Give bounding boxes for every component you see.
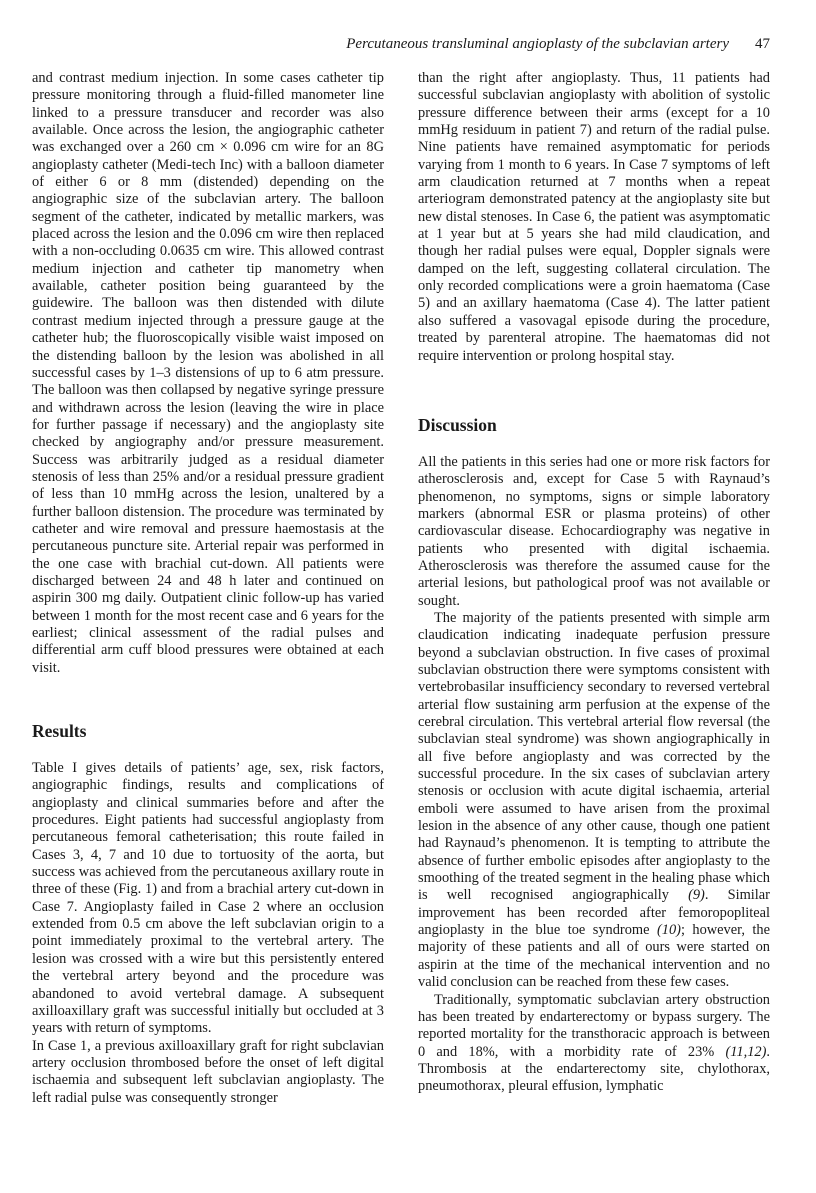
discussion-paragraph-1: All the patients in this series had one or more risk factors for atherosclerosis and, except for Case 5 with Raynaud’s phenomenon, no symptoms, signs or simple laboratory markers (abnormal ESR or plasma proteins) of other cardiovascular disease. Echocardiography was negative in patients who presented with digital ischaemia. Atherosclerosis was therefore the assumed cause for the arterial lesions, but pathological proof was not available or sought. xyxy=(418,453,770,609)
discussion-p3-text-a: Traditionally, symptomatic subclavian artery obstruction has been treated by endarterectomy or bypass surgery. The reported mortality for the transthoracic approach is between 0 and 18%, with a morbidity rate of 23% xyxy=(418,991,770,1060)
discussion-heading: Discussion xyxy=(418,414,497,435)
citation-10: (10) xyxy=(656,922,681,939)
section-spacer xyxy=(32,677,384,721)
page-number: 47 xyxy=(755,36,770,52)
heading-spacer xyxy=(418,435,770,454)
results-paragraph-2: In Case 1, a previous axilloaxillary graft for right subclavian artery occlusion thrombosed before the onset of left digital ischaemia and subsequent left subclavian angioplasty. The left radial pulse was consequently stronger xyxy=(32,1037,384,1106)
citation-11-12: (11,12) xyxy=(725,1043,767,1060)
heading-spacer xyxy=(32,741,384,760)
discussion-p2-text-c: ; however, the majority of these patients and all of ours were started on aspirin at the time of the mechanical intervention and no valid conclusion can be reached from these few cases. xyxy=(418,922,770,991)
results-heading: Results xyxy=(32,721,87,742)
discussion-p2-text-a: The majority of the patients presented with simple arm claudication indicating inadequate perfusion pressure beyond a subclavian obstruction. In five cases of proximal subclavian obstruction there were symptoms consistent with vertebrobasilar insufficiency secondary to reversed vertebral arterial flow sustaining arm perfusion at the expense of the cerebral circulation. This vertebral arterial flow reversal (the subclavian steal syndrome) was shown angiographically in all five before angioplasty and was corrected by the successful procedure. In the six cases of subclavian artery stenosis or occlusion with acute digital ischaemia, arterial emboli were assumed to have arisen from the proximal lesion in the absence of any other cause, though one patient had Raynaud’s phenomenon. It is tempting to attribute the absence of further embolic episodes after angioplasty to the smoothing of the treated segment in the healing phase which is well recognised angiographically xyxy=(418,609,770,904)
section-spacer xyxy=(418,365,770,415)
running-title: Percutaneous transluminal angioplasty of the subclavian artery xyxy=(346,36,729,52)
discussion-paragraph-2 xyxy=(418,610,770,992)
discussion-paragraph-3 xyxy=(418,992,770,1096)
right-column xyxy=(418,70,770,1096)
citation-9: (9) xyxy=(688,887,705,904)
methods-paragraph-continued: and contrast medium injection. In some cases catheter tip pressure monitoring through a fluid-filled manometer line linked to a pressure transducer and recorder was also available. Once across the lesion, the angiographic catheter was exchanged over a 260 cm × 0.096 cm wire for an 8G angioplasty catheter (Medi-tech Inc) with a balloon diameter of either 6 or 8 mm (distended) depending on the angiographic size of the subclavian artery. The balloon segment of the catheter, indicated by metallic markers, was placed across the lesion and the 0.096 cm wire then replaced with a non-occluding 0.0635 cm wire. This allowed contrast medium injection and catheter tip manometry when available, catheter position being guaranteed by the guidewire. The balloon was then distended with dilute contrast medium injected through a pressure gauge at the catheter hub; the fluoroscopically visible waist imposed on the distending balloon by the lesion was abolished in all successful cases by 1–3 distensions of up to 6 atm pressure. The balloon was then collapsed by negative syringe pressure and withdrawn across the lesion (leaving the wire in place for further passage if necessary) and the angioplasty site checked by angiography and/or pressure measurement. Success was arbitrarily judged as a residual diameter stenosis of less than 25% and/or a residual pressure gradient of less than 10 mmHg across the lesion, unaltered by a further balloon distension. The procedure was terminated by catheter and wire removal and pressure haemostasis at the percutaneous puncture site. Arterial repair was performed in the one case with brachial cut-down. All patients were discharged between 24 and 48 h later and continued on aspirin 300 mg daily. Outpatient clinic follow-up has varied between 1 month for the most recent case and 6 years for the earliest; clinical assessment of the radial pulses and differential arm cuff blood pressures were obtained at each visit. xyxy=(32,70,384,676)
running-head xyxy=(346,36,770,53)
discussion-p2-text-b: . Similar improvement has been recorded after femoropopliteal angioplasty in the blue toe syndrome xyxy=(418,887,770,939)
results-paragraph-continued: than the right after angioplasty. Thus, 11 patients had successful subclavian angioplasty with abolition of systolic pressure difference between their arms (except for a 10 mmHg residuum in patient 7) and return of the radial pulse. Nine patients have remained asymptomatic for periods varying from 1 month to 6 years. In Case 7 symptoms of left arm claudication returned at 7 months when a repeat arteriogram demonstrated patency at the angioplasty site but new distal stenoses. In Case 6, the patient was asymptomatic at 1 year but at 5 years she had mild claudication, and though her radial pulses were equal, Doppler signals were damped on the left, suggesting collateral circulation. The only recorded complications were a groin haematoma (Case 5) and an axillary haematoma (Case 4). The latter patient also suffered a vasovagal episode during the procedure, treated by parenteral atropine. The haematomas did not require intervention or prolong hospital stay. xyxy=(418,70,770,364)
left-column xyxy=(32,70,384,1107)
results-paragraph-1: Table I gives details of patients’ age, sex, risk factors, angiographic findings, results and complications of angioplasty and clinical summaries before and after the procedures. Eight patients had successful angioplasty from percutaneous femoral catheterisation; this route failed in Cases 3, 4, 7 and 10 due to tortuosity of the aorta, but success was achieved from the percutaneous axillary route in three of these (Fig. 1) and from a brachial artery cut-down in Case 7. Angioplasty failed in Case 2 where an occlusion extended from 0.5 cm above the left subclavian origin to a point immediately proximal to the vertebral artery. The lesion was crossed with a wire but this persistently entered the vertebral artery beyond and the procedure was abandoned to avoid vertebral damage. A subsequent axilloaxillary graft was successful initially but occluded at 3 years with return of symptoms. xyxy=(32,760,384,1037)
discussion-p3-text-b: . Thrombosis at the endarterectomy site, chylothorax, pneumothorax, pleural effusion, lymphatic xyxy=(418,1043,770,1095)
